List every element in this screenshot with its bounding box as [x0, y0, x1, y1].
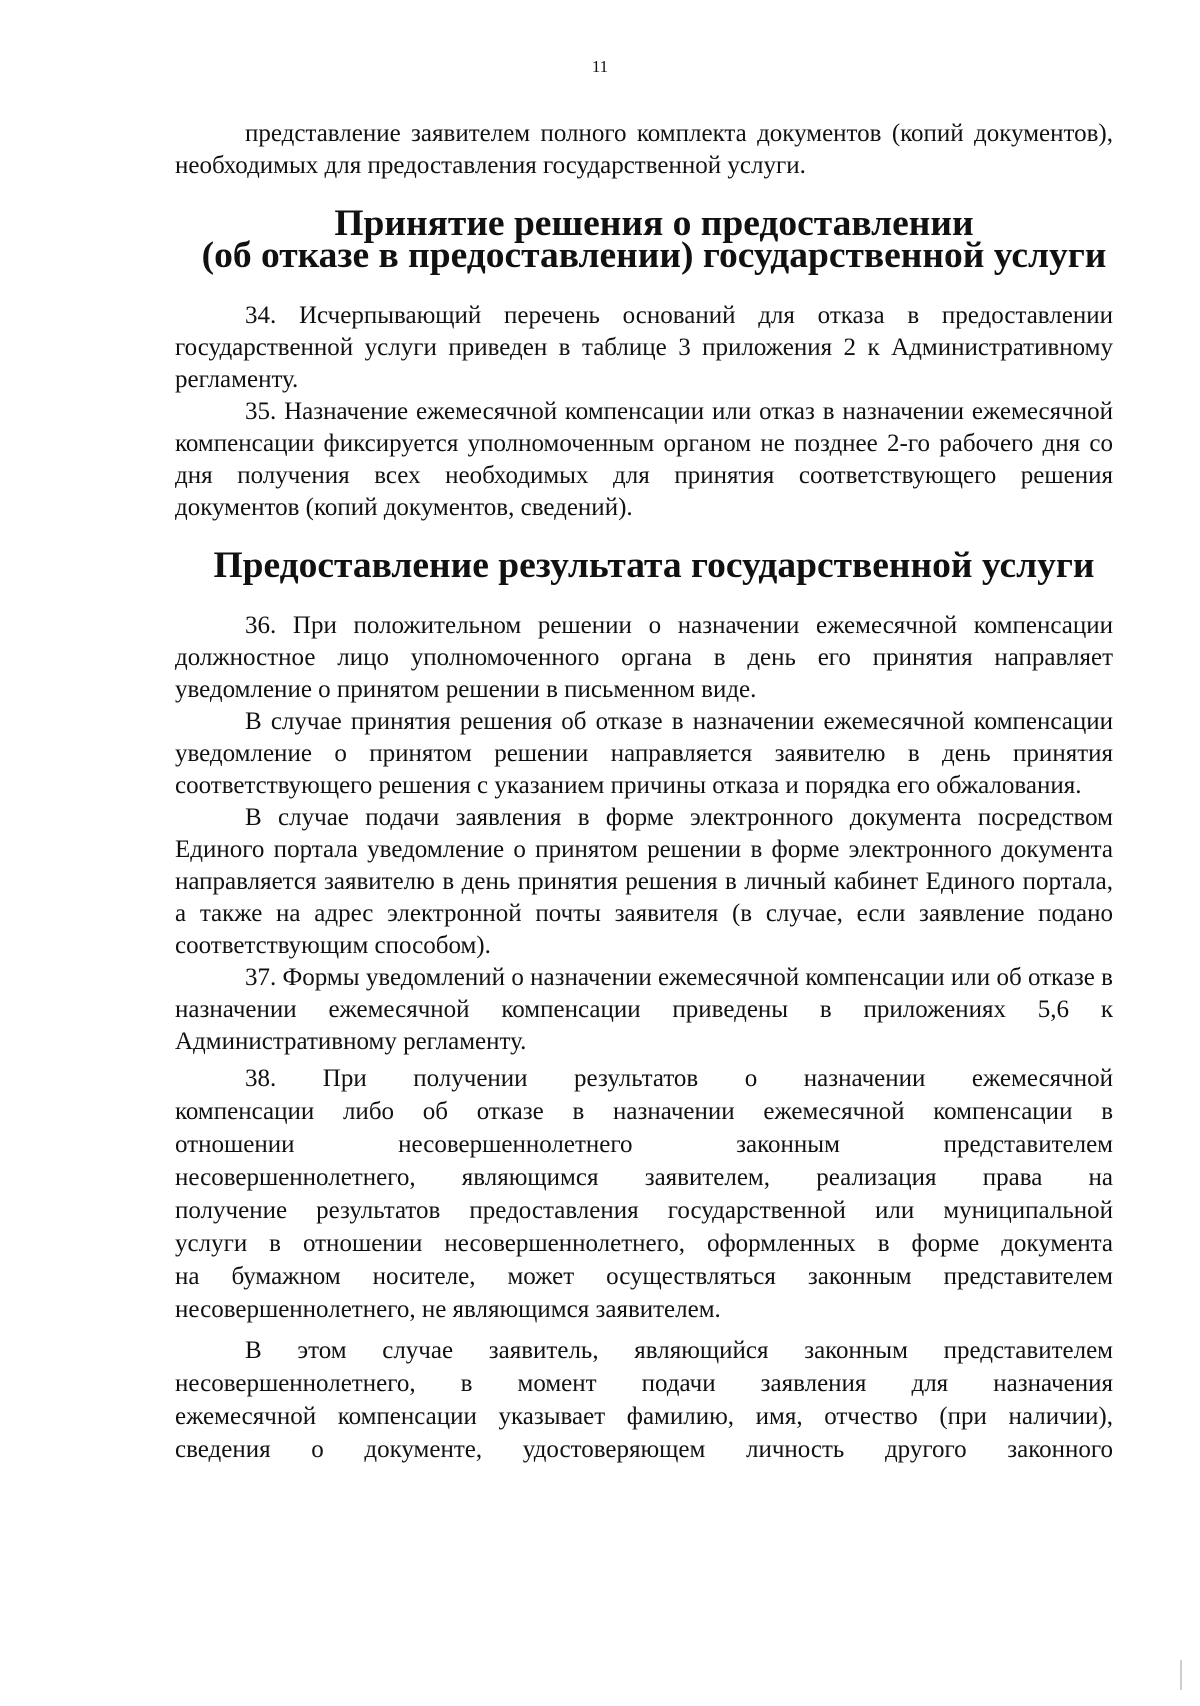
- paragraph-37: 37. Формы уведомлений о назначении ежемесячной компенсации или об отказе в назначении ежемесячной компенсации приведены в приложениях 5,6 к Административному регламенту.: [175, 964, 1113, 1055]
- paragraph-34: 34. Исчерпывающий перечень оснований для отказа в предоставлении государственной услуги приведен в таблице 3 приложения 2 к Административному регламенту.: [175, 302, 1113, 393]
- paragraph-38-line: получение результатов предоставления государственной или муниципальной: [175, 1197, 1113, 1224]
- section-heading-decision-line-1: Принятие решения о предоставлении: [334, 203, 974, 244]
- paragraph-36: 36. При положительном решении о назначении ежемесячной компенсации должностное лицо уполномоченного органа в день его принятия направляет уведомление о принятом решении в письменном виде.: [175, 612, 1113, 703]
- paragraph-38-line: отношении несовершеннолетнего законным представителем: [175, 1131, 1113, 1158]
- document-body: [175, 118, 1113, 1466]
- paragraph-38-line: 38. При получении результатов о назначении ежемесячной: [245, 1065, 1113, 1092]
- paragraph-38-line: услуги в отношении несовершеннолетнего, оформленных в форме документа: [175, 1230, 1113, 1257]
- paragraph-38: [175, 1062, 1113, 1326]
- paragraph-38-line: несовершеннолетнего, являющимся заявителем, реализация права на: [175, 1164, 1113, 1191]
- paragraph-36-electronic: В случае подачи заявления в форме электронного документа посредством Единого портала уведомление о принятом решении в форме электронного документа направляется заявителю в день принятия решения в личный кабинет Единого портала, а также на адрес электронной почты заявителя (в случае, если заявление подано соответствующим способом).: [175, 804, 1113, 959]
- paragraph-intro: представление заявителем полного комплекта документов (копий документов), необходимых для предоставления государственной услуги.: [175, 120, 1113, 179]
- paragraph-38-line: компенсации либо об отказе в назначении ежемесячной компенсации в: [175, 1098, 1113, 1125]
- page-number: 11: [591, 57, 609, 76]
- scan-edge-mark: [1180, 1660, 1182, 1690]
- paragraph-legal-representative-line: сведения о документе, удостоверяющем личность другого законного: [175, 1436, 1113, 1463]
- paragraph-legal-representative-line: ежемесячной компенсации указывает фамилию, имя, отчество (при наличии),: [175, 1403, 1113, 1430]
- paragraph-38-line: на бумажном носителе, может осуществляться законным представителем: [175, 1263, 1113, 1290]
- paragraph-legal-representative-line: В этом случае заявитель, являющийся законным представителем: [245, 1337, 1113, 1364]
- paragraph-38-line: несовершеннолетнего, не являющимся заявителем.: [175, 1296, 721, 1323]
- paragraph-36-refusal: В случае принятия решения об отказе в назначении ежемесячной компенсации уведомление о принятом решении направляется заявителю в день принятия соответствующего решения с указанием причины отказа и порядка его обжалования.: [175, 708, 1113, 799]
- paragraph-35: 35. Назначение ежемесячной компенсации или отказ в назначении ежемесячной компенсации фиксируется уполномоченным органом не позднее 2-го рабочего дня со дня получения всех необходимых для принятия соответствующего решения документов (копий документов, сведений).: [175, 398, 1113, 521]
- section-heading-decision: [175, 203, 1113, 276]
- paragraph-legal-representative: [175, 1334, 1113, 1466]
- section-heading-decision-line-2: (об отказе в предоставлении) государственной услуги: [201, 235, 1107, 276]
- section-heading-result: Предоставление результата государственной услуги: [213, 545, 1095, 586]
- paragraph-legal-representative-line: несовершеннолетнего, в момент подачи заявления для назначения: [175, 1370, 1113, 1397]
